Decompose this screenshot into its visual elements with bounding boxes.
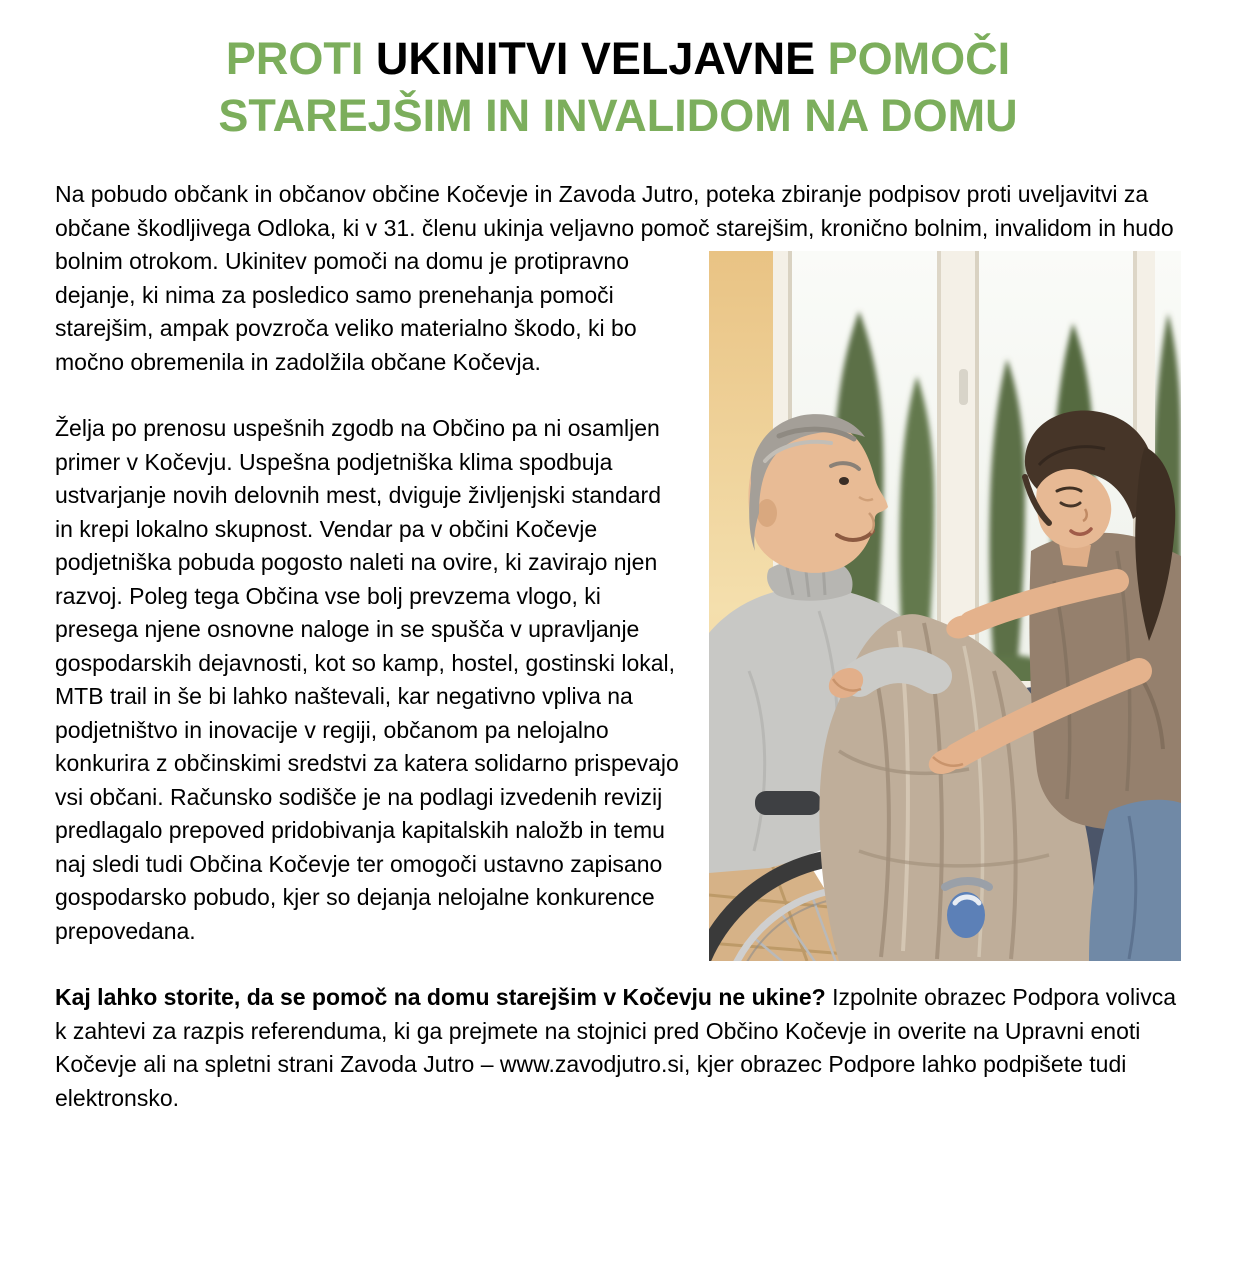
paragraph-3-instructions: Izpolnite obrazec Podpora volivca k zahtevi za razpis referenduma, ki ga prejmete na stojnici pred Občino Kočevje in overite na Upravni enoti Kočevje ali na spletni strani Zavoda Jutro – www.zavodjutro.si, kjer obrazec Podpore lahko podpišete tudi elektronsko.: [55, 984, 1177, 1111]
title-segment-proti: PROTI: [225, 33, 376, 84]
paragraph-3-question: Kaj lahko storite, da se pomoč na domu starejšim v Kočevju ne ukine?: [55, 984, 826, 1010]
paragraph-1-rest: kronično bolnim, invalidom in hudo bolnim otrokom. Ukinitev pomoči na domu je protipravno dejanje, ki nima za posledico samo prenehanja pomoči starejšim, ampak povzroča veliko materialno škodo, ki bo močno obremenila in zadolžila občane Kočevja.: [55, 214, 1174, 375]
paragraph-2: Želja po prenosu uspešnih zgodb na Občino pa ni osamljen primer v Kočevju. Uspešna podjetniška klima spodbuja ustvarjanje novih delovnih mest, dviguje življenjski standard in krepi lokalno skupnost. Vendar pa v občini Kočevje podjetniška pobuda pogosto naleti na ovire, ki zavirajo njen razvoj. Poleg tega Občina vse bolj prevzema vlogo, ki presega njene osnovne naloge in se spušča v upravljanje gospodarskih dejavnosti, kot so kamp, hostel, gostinski lokal, MTB trail in še bi lahko naštevali, kar negativno vpliva na podjetništvo in inovacije v regiji, občanom pa nelojalno konkurira z občinskimi sredstvi za katera solidarno prispevajo vsi občani. Računsko sodišče je na podlagi izvedenih revizij predlagalo prepoved pridobivanja kapitalskih naložb in temu naj sledi tudi Občina Kočevje ter omogoči ustavno zapisano gospodarsko pobudo, kjer so dejanja nelojalne konkurence prepovedana.: [55, 415, 679, 944]
title-line-1: [55, 30, 1181, 87]
photo-caregiver-elderly: [709, 251, 1181, 961]
wheelchair-armrest: [755, 791, 821, 815]
window-handle: [959, 369, 968, 405]
paragraph-1-intro: Na pobudo občank in občanov občine Kočevje in Zavoda Jutro, poteka zbiranje podpisov proti uveljavitvi za občane škodljivega Odloka, ki v 31. členu ukinja veljavno pomoč starejšim,: [55, 181, 1149, 241]
man-sleeve: [859, 665, 934, 679]
paragraph-1: [55, 178, 1181, 379]
article-body: [55, 178, 1181, 1115]
title-segment-ukinitvi-veljavne: UKINITVI VELJAVNE: [375, 33, 828, 84]
photo-illustration: [709, 251, 1181, 961]
paragraph-3: [55, 981, 1181, 1115]
page-title: [55, 30, 1181, 144]
title-segment-pomoci: POMOČI: [827, 33, 1011, 84]
title-line-2: STAREJŠIM IN INVALIDOM NA DOMU: [218, 90, 1018, 141]
